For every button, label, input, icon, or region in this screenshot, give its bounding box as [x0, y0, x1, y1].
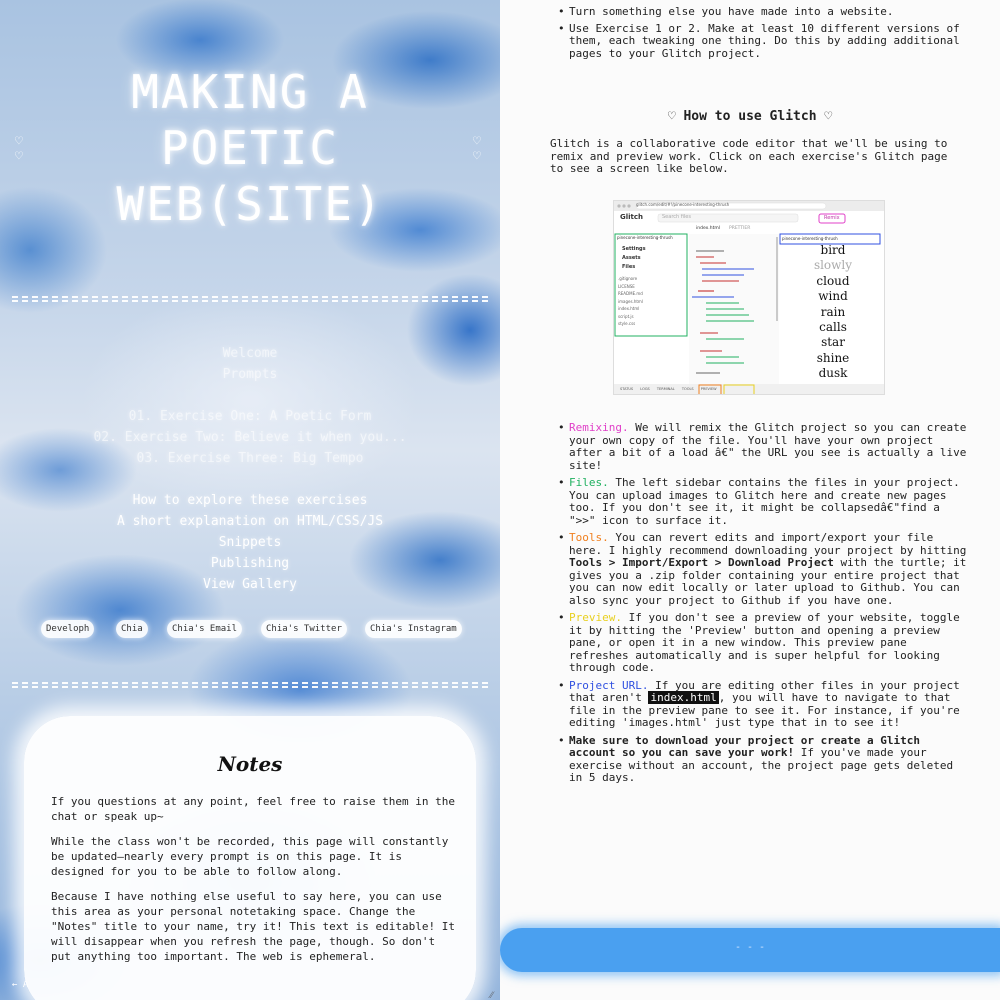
heart-icon: ♡: [15, 134, 23, 149]
footer-text: - - -: [734, 942, 766, 953]
preview-word: bird: [820, 243, 846, 257]
screenshot-file-list: [618, 275, 643, 328]
preview-word: shine: [816, 350, 850, 365]
screenshot-project-name: pinecone-interesting-thrush: [617, 235, 673, 240]
title-line: WEB(SITE): [116, 177, 384, 231]
list-item: [551, 612, 971, 675]
preview-word: rain: [820, 304, 846, 319]
screenshot-preview-url: pinecone-interesting-thrush: [782, 236, 838, 241]
heart-icon: ♡: [473, 134, 481, 149]
section-heading: ♡ How to use Glitch ♡: [667, 109, 833, 124]
screenshot-file: LICENSE: [618, 283, 635, 289]
screenshot-file: index.html: [618, 306, 640, 311]
keyword-project-url: Project URL.: [569, 678, 649, 692]
screenshot-file: README.md: [618, 291, 643, 296]
back-link[interactable]: ← A: [12, 980, 29, 990]
nav-view-gallery[interactable]: View Gallery: [203, 577, 297, 592]
screenshot-sidebar-item: Files: [622, 264, 636, 270]
step-text: If you are editing other files in your project that aren't: [569, 678, 960, 704]
step-text-bold: Tools > Import/Export > Download Project: [569, 556, 834, 569]
notes-title[interactable]: Notes: [217, 752, 283, 776]
list-item: • Turn something else you have made into a website.: [551, 6, 971, 19]
notes-panel[interactable]: [24, 716, 476, 1000]
step-text: If you don't see a preview of your website, toggle it by hitting the 'Preview' button and opening a preview pane, or open it in a new window. This preview pane refreshes automatically and is super helpful for looking through code.: [569, 611, 960, 674]
screenshot-remix: Remix: [824, 215, 840, 221]
list-item: [551, 477, 971, 527]
heart-icon: ♡: [473, 149, 481, 164]
nav-prompts[interactable]: Prompts: [222, 367, 278, 382]
pill-chia-email[interactable]: Chia's Email: [167, 620, 242, 638]
right-panel: [500, 0, 1000, 1000]
preview-word: calls: [819, 320, 847, 335]
pill-chia[interactable]: Chia: [116, 620, 148, 638]
nav-publishing[interactable]: Publishing: [210, 556, 290, 571]
glitch-steps-list: [551, 422, 971, 790]
screenshot-file: script.js: [618, 313, 634, 319]
nav-html-css-js[interactable]: A short explanation on HTML/CSS/JS: [116, 514, 384, 529]
nav-exercise-two[interactable]: 02. Exercise Two: Believe it when you...: [93, 430, 407, 445]
nav-snippets[interactable]: Snippets: [218, 535, 282, 550]
screenshot-sidebar: [622, 245, 646, 272]
screenshot-tab: index.html: [696, 226, 720, 231]
screenshot-toolbar-item: LOGS: [640, 387, 650, 391]
keyword-tools: Tools.: [569, 531, 609, 544]
notes-paragraph[interactable]: If you questions at any point, feel free to raise them in the chat or speak up~: [51, 795, 455, 823]
notes-paragraph[interactable]: Because I have nothing else useful to say here, you can use this area as your personal notetaking space. Change the "Notes" title to your name, try it! This text is editable! It will disappear when you refresh the page, though. So don't put anything too important. The web is ephemeral.: [51, 890, 455, 963]
glitch-screenshot: [613, 200, 885, 395]
dashed-divider: [12, 682, 488, 688]
notes-paragraph[interactable]: While the class won't be recorded, this page will constantly be updated—nearly every prompt is on this page. It is designed for you to be able to follow along.: [51, 835, 449, 878]
screenshot-sidebar-item: Assets: [622, 255, 641, 261]
keyword-preview: Preview.: [569, 611, 622, 624]
pill-chia-twitter[interactable]: Chia's Twitter: [261, 620, 347, 638]
pill-developh[interactable]: Developh: [41, 620, 94, 638]
heart-icon: ♡: [15, 149, 23, 164]
pill-chia-instagram[interactable]: Chia's Instagram: [365, 620, 462, 638]
screenshot-tab: PRETTIER: [729, 226, 751, 231]
nav-how-to-explore[interactable]: How to explore these exercises: [132, 493, 368, 508]
screenshot-toolbar-item: PREVIEW: [700, 387, 717, 391]
nav-welcome[interactable]: Welcome: [222, 346, 278, 361]
nav-exercise-one[interactable]: 01. Exercise One: A Poetic Form: [128, 409, 372, 424]
resize-handle-icon[interactable]: ⁄⁄: [490, 991, 494, 1000]
screenshot-search: Search files: [662, 214, 691, 220]
keyword-files: Files.: [569, 476, 609, 489]
screenshot-file: .gitignore: [618, 276, 638, 281]
screenshot-preview: [780, 243, 885, 382]
prompt-list: [551, 6, 971, 64]
screenshot-sidebar-item: Settings: [622, 246, 646, 252]
step-text: You can revert edits and import/export your file here. I highly recommend downloading your project by hitting: [569, 531, 967, 557]
preview-word: cloud: [816, 273, 850, 288]
screenshot-file: style.css: [618, 321, 636, 326]
list-item: [551, 532, 971, 607]
inline-code: index.html: [650, 691, 717, 704]
screenshot-toolbar-item: TERMINAL: [656, 387, 675, 391]
title-line: MAKING A: [131, 65, 369, 119]
step-text: The left sidebar contains the files in your project. You can upload images to Glitch here and create new pages too. If you don't see it, it might be collapsedâ€"find a ">>" icon to surface it.: [569, 476, 960, 527]
step-text: , you will have to navigate to that file in the preview pane to see it. For instance, if you're editing 'images.html' just type that in to see it!: [569, 691, 960, 729]
screenshot-url: glitch.com/edit/#!/pinecone-interesting-thrush: [636, 202, 730, 207]
list-item: [551, 735, 971, 785]
step-text-bold: Make sure to download your project or create a Glitch account so you can save your work!: [569, 733, 920, 759]
step-text: with the turtle; it gives you a .zip folder containing your entire project that you can now edit locally or later upload to Github. You can also sync your project to Github if you have one.: [569, 556, 967, 607]
step-text: If you've made your exercise without an account, the project page gets deleted in 5 days.: [569, 746, 954, 784]
screenshot-toolbar-item: TOOLS: [681, 387, 694, 391]
list-item: [551, 422, 971, 472]
preview-word: slowly: [813, 258, 853, 273]
preview-word: wind: [818, 289, 848, 304]
screenshot-file: images.html: [618, 298, 643, 304]
list-item: [551, 680, 971, 730]
glitch-logo: Glitch: [620, 213, 644, 221]
keyword-remixing: Remixing.: [569, 421, 629, 434]
screenshot-toolbar-item: STATUS: [620, 387, 634, 391]
title-line: POETIC: [160, 121, 340, 175]
list-item: • Use Exercise 1 or 2. Make at least 10 different versions of them, each tweaking one thing. Do this by adding additional pages to your Glitch project.: [551, 23, 971, 61]
dashed-divider: [12, 296, 488, 302]
preview-word: star: [821, 335, 845, 350]
preview-word: dusk: [818, 366, 848, 381]
screenshot-toolbar: [620, 387, 717, 391]
nav-exercise-three[interactable]: 03. Exercise Three: Big Tempo: [136, 451, 364, 466]
glitch-intro-text: Glitch is a collaborative code editor that we'll be using to remix and preview work. Click on each exercise's Glitch page to see a screen like below.: [550, 137, 948, 175]
footer-bar: [500, 928, 1000, 972]
page-title: [0, 64, 500, 232]
step-text: We will remix the Glitch project so you can create your own copy of the file. You'll have your own project after a bit of a load â€" the URL you see is actually a live site!: [569, 421, 967, 472]
